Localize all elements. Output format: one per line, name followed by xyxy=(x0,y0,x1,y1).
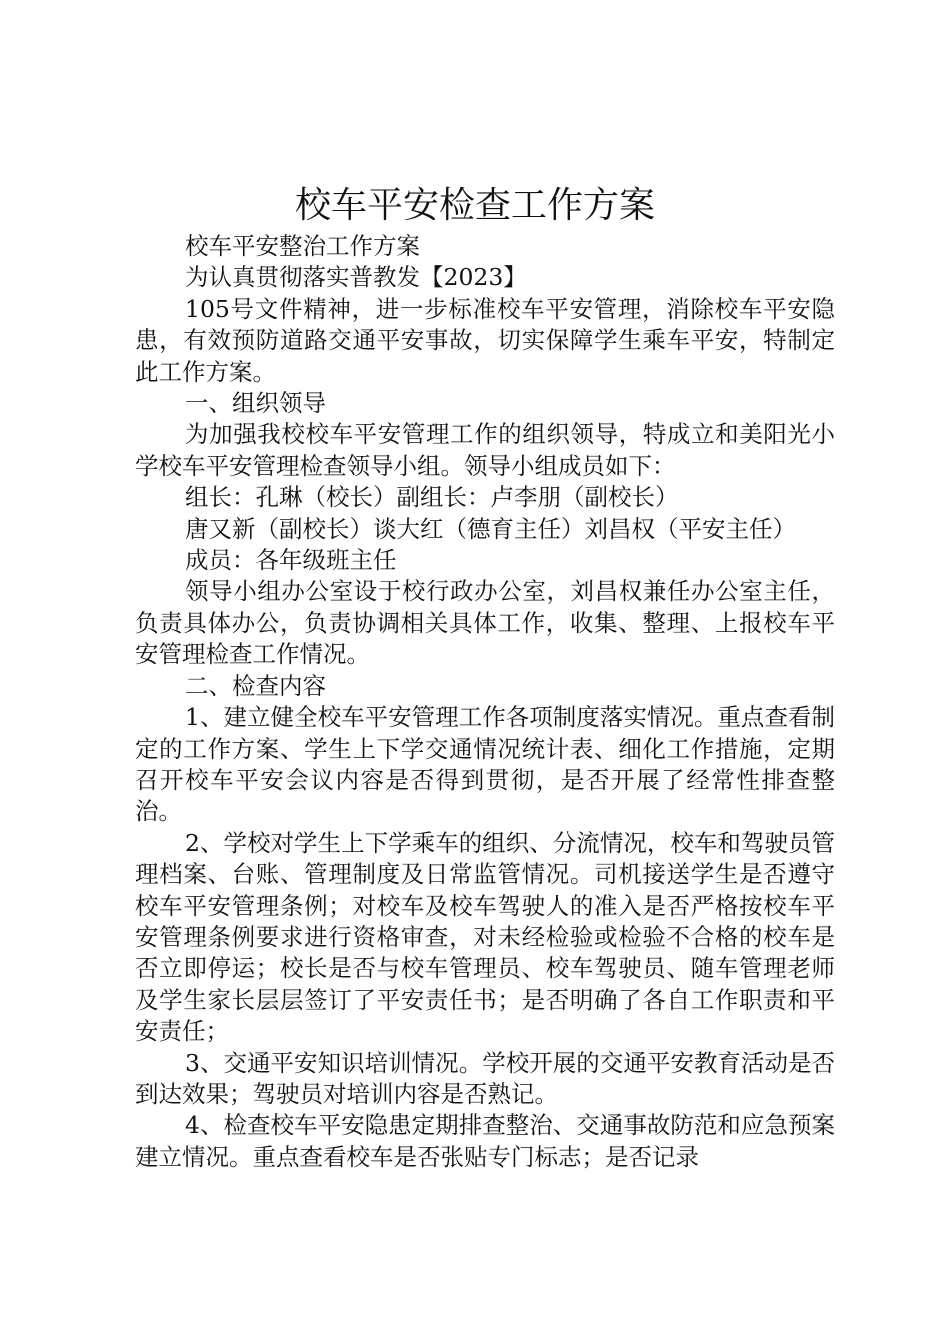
document-title: 校车平安检查工作方案 xyxy=(294,185,655,226)
paragraph-subtitle: 校车平安整治工作方案 xyxy=(185,232,420,260)
paragraph-members: 成员：各年级班主任 xyxy=(185,546,397,575)
paragraph-item-3: 3、交通平安知识培训情况。学校开展的交通平安教育活动是否到达效果；驾驶员对培训内容是否熟记。 xyxy=(135,1048,835,1108)
section-heading-inspection: 二、检查内容 xyxy=(185,671,326,700)
document-body xyxy=(135,231,835,1173)
paragraph-item-1: 1、建立健全校车平安管理工作各项制度落实情况。重点查看制定的工作方案、学生上下学交通情况统计表、细化工作措施，定期召开校车平安会议内容是否得到贯彻，是否开展了经常性排查整治。 xyxy=(135,703,835,826)
paragraph-intro-reference: 为认真贯彻落实普教发【2023】 xyxy=(185,263,527,292)
section-heading-leadership: 一、组织领导 xyxy=(185,389,326,418)
paragraph-intro-purpose: 105号文件精神，进一步标准校车平安管理，消除校车平安隐患，有效预防道路交通平安事故，切实保障学生乘车平安，特制定此工作方案。 xyxy=(135,294,835,386)
paragraph-office: 领导小组办公室设于校行政办公室，刘昌权兼任办公室主任，负责具体办公，负责协调相关具体工作，收集、整理、上报校车平安管理检查工作情况。 xyxy=(135,577,835,669)
paragraph-leaders: 组长：孔琳（校长）副组长：卢李朋（副校长） xyxy=(185,483,679,512)
paragraph-item-4: 4、检查校车平安隐患定期排查整治、交通事故防范和应急预案建立情况。重点查看校车是否张贴专门标志；是否记录 xyxy=(135,1111,835,1171)
paragraph-leadership-intro: 为加强我校校车平安管理工作的组织领导，特成立和美阳光小学校车平安管理检查领导小组。领导小组成员如下： xyxy=(135,420,835,480)
paragraph-item-2: 2、学校对学生上下学乘车的组织、分流情况，校车和驾驶员管理档案、台账、管理制度及日常监管情况。司机接送学生是否遵守校车平安管理条例；对校车及校车驾驶人的准入是否严格按校车平安管理条例要求进行资格审查，对未经检验或检验不合格的校车是否立即停运；校长是否与校车管理员、校车驾驶员、随车管理老师及学生家长层层签订了平安责任书；是否明确了各自工作职责和平安责任； xyxy=(135,828,835,1046)
paragraph-deputies: 唐又新（副校长）谈大红（德育主任）刘昌权（平安主任） xyxy=(185,514,796,543)
